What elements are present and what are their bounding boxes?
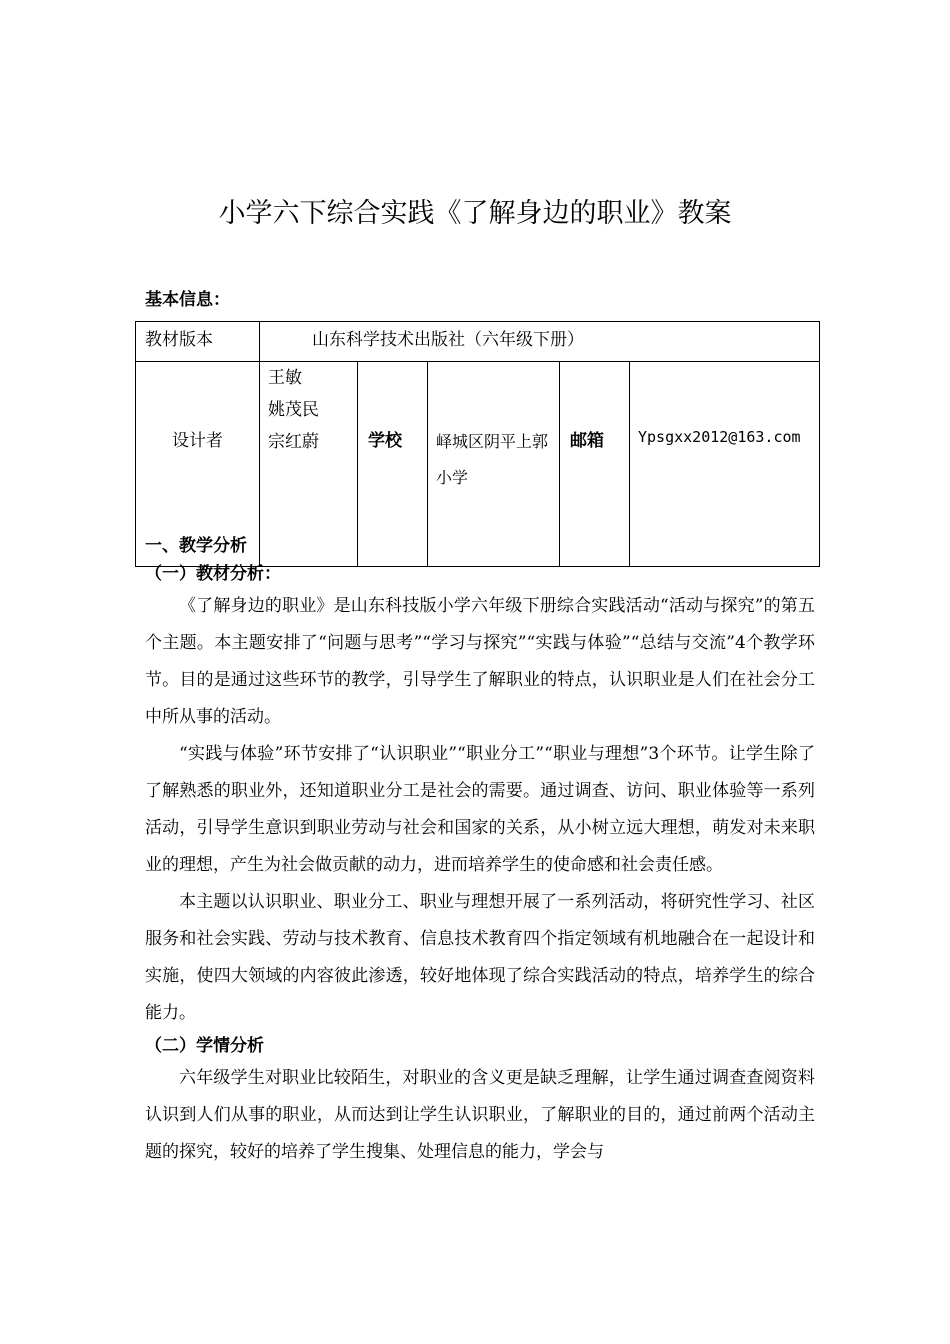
document-body [145, 534, 815, 1171]
section-heading: 一、教学分析 [145, 536, 247, 556]
school-value: 峄城区阴平上郭小学 [428, 362, 560, 567]
paragraph: 六年级学生对职业比较陌生，对职业的含义更是缺乏理解，让学生通过调查查阅资料认识到人们从事的职业，从而达到让学生认识职业，了解职业的目的，通过前两个活动主题的探究，较好的培养了学生搜集、处理信息的能力，学会与 [145, 1068, 815, 1162]
designer-label: 设计者 [136, 362, 260, 567]
subsection-heading: （二）学情分析 [145, 1036, 264, 1056]
document-title: 小学六下综合实践《了解身边的职业》教案 [218, 198, 732, 229]
email-label: 邮箱 [560, 362, 630, 567]
paragraph: “实践与体验”环节安排了“认识职业”“职业分工”“职业与理想”3个环节。让学生除了了解熟悉的职业外，还知道职业分工是社会的需要。通过调查、访问、职业体验等一系列活动，引导学生意识到职业劳动与社会和国家的关系，从小树立远大理想，萌发对未来职业的理想，产生为社会做贡献的动力，进而培养学生的使命感和社会责任感。 [145, 744, 815, 875]
designer-name: 宗红蔚 [268, 432, 319, 452]
basic-info-label: 基本信息： [145, 290, 230, 310]
textbook-value: 山东科学技术出版社（六年级下册） [260, 322, 820, 362]
basic-info-table [135, 321, 820, 567]
paragraph: 《了解身边的职业》是山东科技版小学六年级下册综合实践活动“活动与探究”的第五个主题。本主题安排了“问题与思考”“学习与探究”“实践与体验”“总结与交流”4个教学环节。目的是通过这些环节的教学，引导学生了解职业的特点，认识职业是人们在社会分工中所从事的活动。 [145, 596, 815, 727]
designer-name: 王敏 [268, 368, 302, 388]
textbook-label: 教材版本 [136, 322, 260, 362]
paragraph: 本主题以认识职业、职业分工、职业与理想开展了一系列活动，将研究性学习、社区服务和社会实践、劳动与技术教育、信息技术教育四个指定领域有机地融合在一起设计和实施，使四大领域的内容彼此渗透，较好地体现了综合实践活动的特点，培养学生的综合能力。 [145, 892, 815, 1023]
designer-name: 姚茂民 [268, 400, 319, 420]
email-value: Ypsgxx2012@163.com [630, 362, 820, 567]
subsection-heading: （一）教材分析： [145, 564, 281, 584]
textbook-row [136, 322, 820, 362]
school-label: 学校 [358, 362, 428, 567]
